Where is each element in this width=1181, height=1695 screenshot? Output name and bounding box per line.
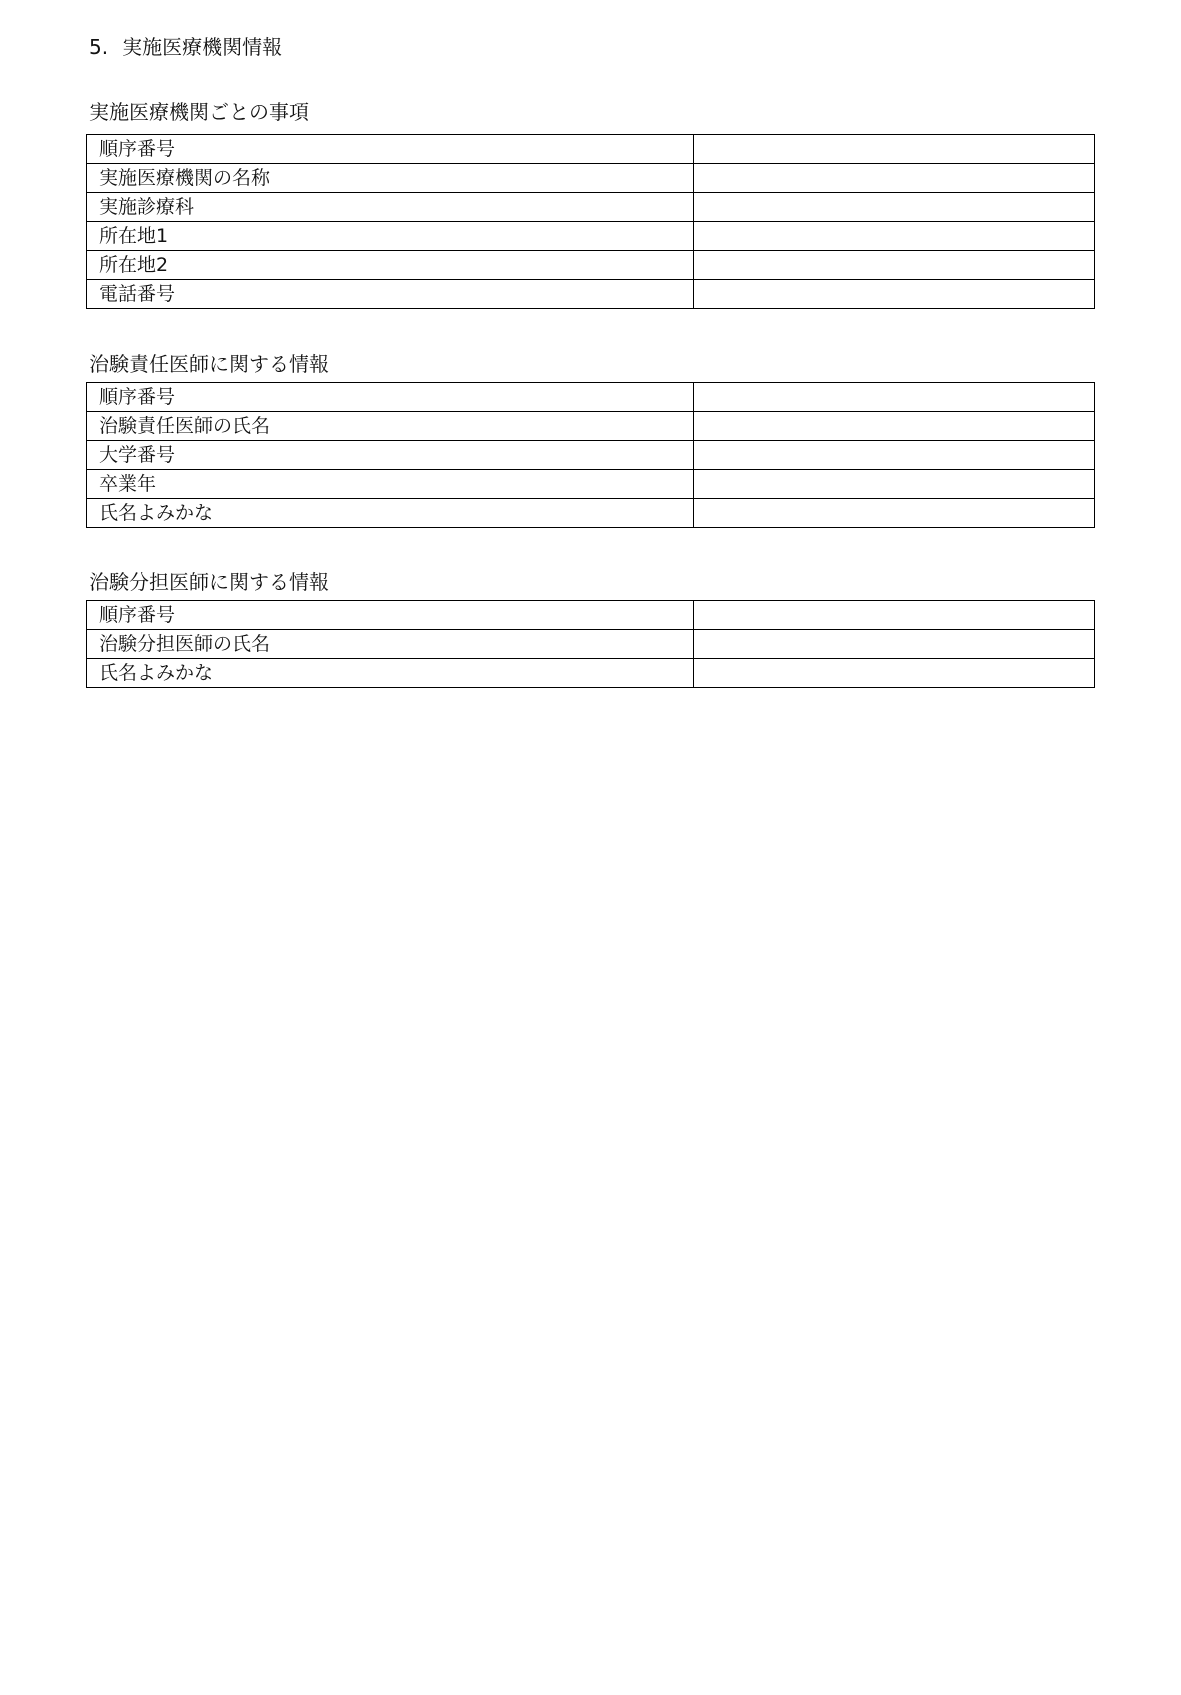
row-value-field[interactable] <box>694 470 1095 499</box>
row-label: 順序番号 <box>87 601 694 630</box>
document-heading <box>89 33 282 61</box>
heading-number: 5. <box>89 35 109 59</box>
row-label: 所在地1 <box>87 222 694 251</box>
row-label: 卒業年 <box>87 470 694 499</box>
table-row <box>87 412 1095 441</box>
row-label: 氏名よみかな <box>87 659 694 688</box>
table-row <box>87 135 1095 164</box>
table-row <box>87 251 1095 280</box>
table-row <box>87 383 1095 412</box>
row-label: 所在地2 <box>87 251 694 280</box>
principal-investigator-table <box>86 382 1095 528</box>
section-title-sub-investigator: 治験分担医師に関する情報 <box>89 570 329 594</box>
row-value-field[interactable] <box>694 441 1095 470</box>
table-row <box>87 659 1095 688</box>
table-row <box>87 280 1095 309</box>
table-row <box>87 601 1095 630</box>
row-value-field[interactable] <box>694 135 1095 164</box>
row-label: 氏名よみかな <box>87 499 694 528</box>
table-row <box>87 441 1095 470</box>
row-label: 電話番号 <box>87 280 694 309</box>
row-label: 順序番号 <box>87 383 694 412</box>
table-row <box>87 193 1095 222</box>
heading-text: 実施医療機関情報 <box>122 35 283 59</box>
table-row <box>87 164 1095 193</box>
section-title-principal-investigator: 治験責任医師に関する情報 <box>89 352 329 376</box>
row-label: 実施医療機関の名称 <box>87 164 694 193</box>
row-value-field[interactable] <box>694 280 1095 309</box>
sub-investigator-table <box>86 600 1095 688</box>
row-value-field[interactable] <box>694 412 1095 441</box>
row-label: 治験分担医師の氏名 <box>87 630 694 659</box>
row-value-field[interactable] <box>694 499 1095 528</box>
table-row <box>87 630 1095 659</box>
row-value-field[interactable] <box>694 164 1095 193</box>
row-label: 実施診療科 <box>87 193 694 222</box>
table-row <box>87 499 1095 528</box>
row-value-field[interactable] <box>694 222 1095 251</box>
row-value-field[interactable] <box>694 251 1095 280</box>
row-label: 順序番号 <box>87 135 694 164</box>
row-value-field[interactable] <box>694 383 1095 412</box>
table-row <box>87 470 1095 499</box>
row-label: 治験責任医師の氏名 <box>87 412 694 441</box>
row-value-field[interactable] <box>694 601 1095 630</box>
row-value-field[interactable] <box>694 630 1095 659</box>
row-value-field[interactable] <box>694 193 1095 222</box>
institution-table <box>86 134 1095 309</box>
section-title-institution: 実施医療機関ごとの事項 <box>89 100 309 124</box>
table-row <box>87 222 1095 251</box>
row-value-field[interactable] <box>694 659 1095 688</box>
row-label: 大学番号 <box>87 441 694 470</box>
